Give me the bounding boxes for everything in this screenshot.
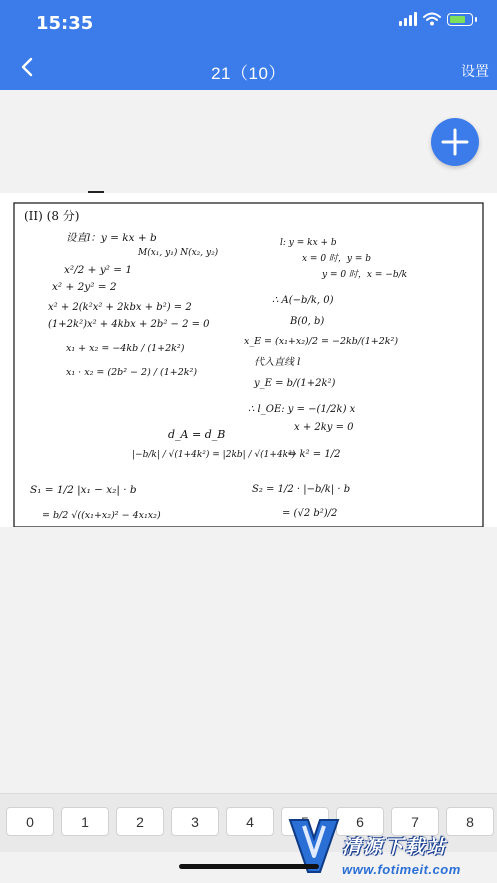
doc-line: |−b/k| / √(1+4k²) = |2kb| / √(1+4k²) (132, 450, 296, 460)
settings-button[interactable]: 设置 (461, 63, 489, 79)
watermark-name: 清源下载站 (342, 837, 448, 858)
doc-line: 代入直线 l (254, 357, 301, 368)
doc-line: x_E = (x₁+x₂)/2 = −2kb/(1+2k²) (244, 336, 399, 347)
doc-line: = b/2 √((x₁+x₂)² − 4x₁x₂) (42, 510, 161, 521)
doc-line: ∴ l_OE: y = −(1/2k) x (248, 404, 356, 415)
doc-line: (1+2k²)x² + 4kbx + 2b² − 2 = 0 (48, 319, 210, 330)
number-button-6[interactable]: 6 (336, 807, 384, 836)
app-header (0, 0, 497, 90)
doc-line: ⇒ k² = 1/2 (288, 449, 341, 460)
plus-icon (431, 118, 479, 166)
doc-line: B(0, b) (290, 316, 325, 327)
add-button[interactable] (431, 118, 479, 166)
doc-line: 设直l：y = kx + b (66, 232, 157, 244)
doc-line: x₁ · x₂ = (2b² − 2) / (1+2k²) (66, 367, 198, 378)
doc-line: = (√2 b²)/2 (282, 508, 338, 519)
number-button-4[interactable]: 4 (226, 807, 274, 836)
nav-bar (0, 44, 497, 90)
battery-icon (447, 13, 473, 26)
document-image[interactable] (0, 193, 497, 527)
status-icons (399, 12, 477, 26)
number-button-3[interactable]: 3 (171, 807, 219, 836)
doc-line: x² + 2(k²x² + 2kbx + b²) = 2 (48, 302, 192, 313)
doc-line: ∴ A(−b/k, 0) (272, 295, 334, 306)
status-time: 15:35 (36, 13, 94, 34)
number-button-2[interactable]: 2 (116, 807, 164, 836)
doc-line: x + 2ky = 0 (294, 422, 354, 433)
doc-line: S₂ = 1/2 · |−b/k| · b (252, 484, 351, 495)
page-title: 21（10） (211, 64, 286, 83)
status-bar (0, 0, 497, 44)
watermark (282, 812, 494, 882)
doc-line: y_E = b/(1+2k²) (254, 378, 336, 389)
document-frame (14, 203, 483, 527)
doc-line: x²/2 + y² = 1 (64, 264, 133, 276)
doc-line: l: y = kx + b (280, 238, 337, 248)
doc-header: (II) (8 分) (24, 209, 80, 223)
signal-icon (399, 12, 417, 26)
number-button-7[interactable]: 7 (391, 807, 439, 836)
doc-line: d_A = d_B (168, 428, 226, 441)
doc-line: y = 0 时，x = −b/k (322, 270, 408, 280)
doc-line: x² + 2y² = 2 (52, 281, 117, 293)
number-button-1[interactable]: 1 (61, 807, 109, 836)
number-button-0[interactable]: 0 (6, 807, 54, 836)
doc-line: S₁ = 1/2 |x₁ − x₂| · b (30, 484, 137, 496)
doc-line: x = 0 时，y = b (302, 254, 372, 264)
doc-line: x₁ + x₂ = −4kb / (1+2k²) (66, 343, 185, 354)
watermark-url: www.fotimeit.com (342, 862, 461, 877)
wifi-icon (423, 12, 441, 26)
number-button-8[interactable]: 8 (446, 807, 494, 836)
home-indicator (179, 864, 319, 869)
doc-line: M(x₁, y₁) N(x₂, y₂) (138, 248, 219, 258)
